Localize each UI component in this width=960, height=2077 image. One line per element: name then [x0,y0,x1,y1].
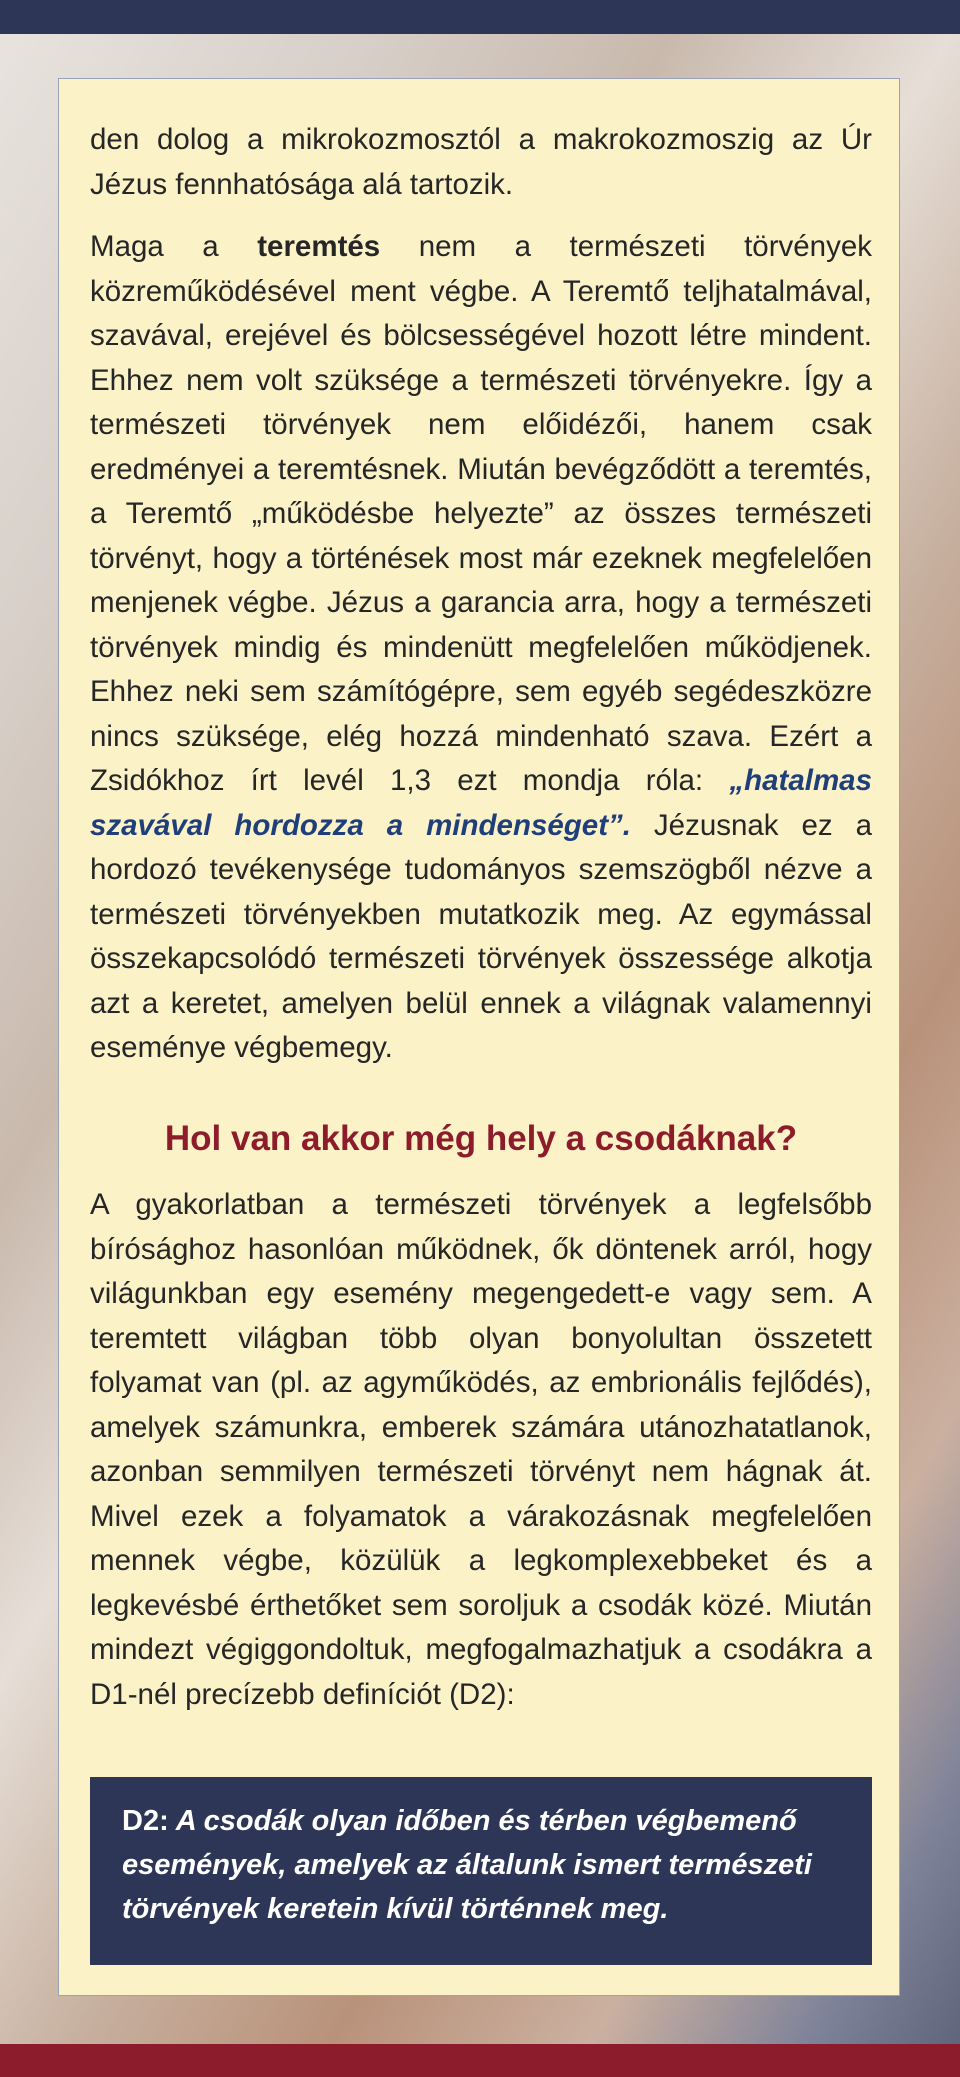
paragraph-2-lead: Maga a [90,230,258,263]
section-heading: Hol van akkor még hely a csodáknak? [164,1119,798,1158]
paragraph-2 [90,225,872,1071]
paragraph-2-tail: Jézusnak ez a hordozó tevékenysége tudományos szemszögből nézve a természeti törvényekben mutatkozik meg. Az egymással összekapcsolódó természeti törvények összessége alkotja azt a keretet, amelyen belül ennek a világnak valamennyi eseménye végbemegy. [90,808,872,1064]
definition-box [90,1777,872,1965]
paragraph-3: A gyakorlatban a természeti törvények a legfelsőbb bírósághoz hasonlóan működnek, ők döntenek arról, hogy világunkban egy esemény megengedett-e vagy sem. A teremtett világban több olyan bonyolultan összetett folyamat van (pl. az agyműködés, az embrionális fejlődés), amelyek számunkra, emberek számára utánozhatatlanok, azonban semmilyen természeti törvényt nem hágnak át. Mivel ezek a folyamatok a várakozásnak megfelelően mennek végbe, közülük a legkomplexebbeket és a legkevésbé érthetőket sem soroljuk a csodák közé. Miután mindezt végiggondoltuk, megfogalmazhatjuk a csodákra a D1-nél precízebb definíciót (D2): [90,1188,872,1711]
scripture-quote: „hatalmas szavával hordozza a mindenséget”. [90,764,872,842]
definition-body: A csodák olyan időben és térben végbemenő események, amelyek az általunk ismert természeti törvények keretein kívül történnek meg. [122,1805,812,1925]
definition-label: D2: [122,1805,169,1837]
bottom-banner [0,2044,960,2077]
top-banner [0,0,960,34]
paragraph-1: den dolog a mikrokozmosztól a makrokozmoszig az Úr Jézus fennhatósága alá tartozik. [90,123,872,201]
bold-term-teremtes: teremtés [257,230,381,263]
paragraph-2-text: nem a természeti törvények közreműködésével ment végbe. A Teremtő teljhatalmával, szavával, erejével és bölcsességével hozott létre mindent. Ehhez nem volt szüksége a természeti törvényekre. Így a természeti törvények nem előidézői, hanem csak eredményei a teremtésnek. Miután bevégződött a teremtés, a Teremtő „működésbe helyezte” az összes természeti törvényt, hogy a történések most már ezeknek megfelelően menjenek végbe. Jézus a garancia arra, hogy a természeti törvények mindig és mindenütt megfelelően működjenek. Ehhez neki sem számítógépre, sem egyéb segédeszközre nincs szüksége, elég hozzá mindenható szava. Ezért a Zsidókhoz írt levél 1,3 ezt mondja róla: [90,230,872,797]
definition-text [122,1799,840,1931]
